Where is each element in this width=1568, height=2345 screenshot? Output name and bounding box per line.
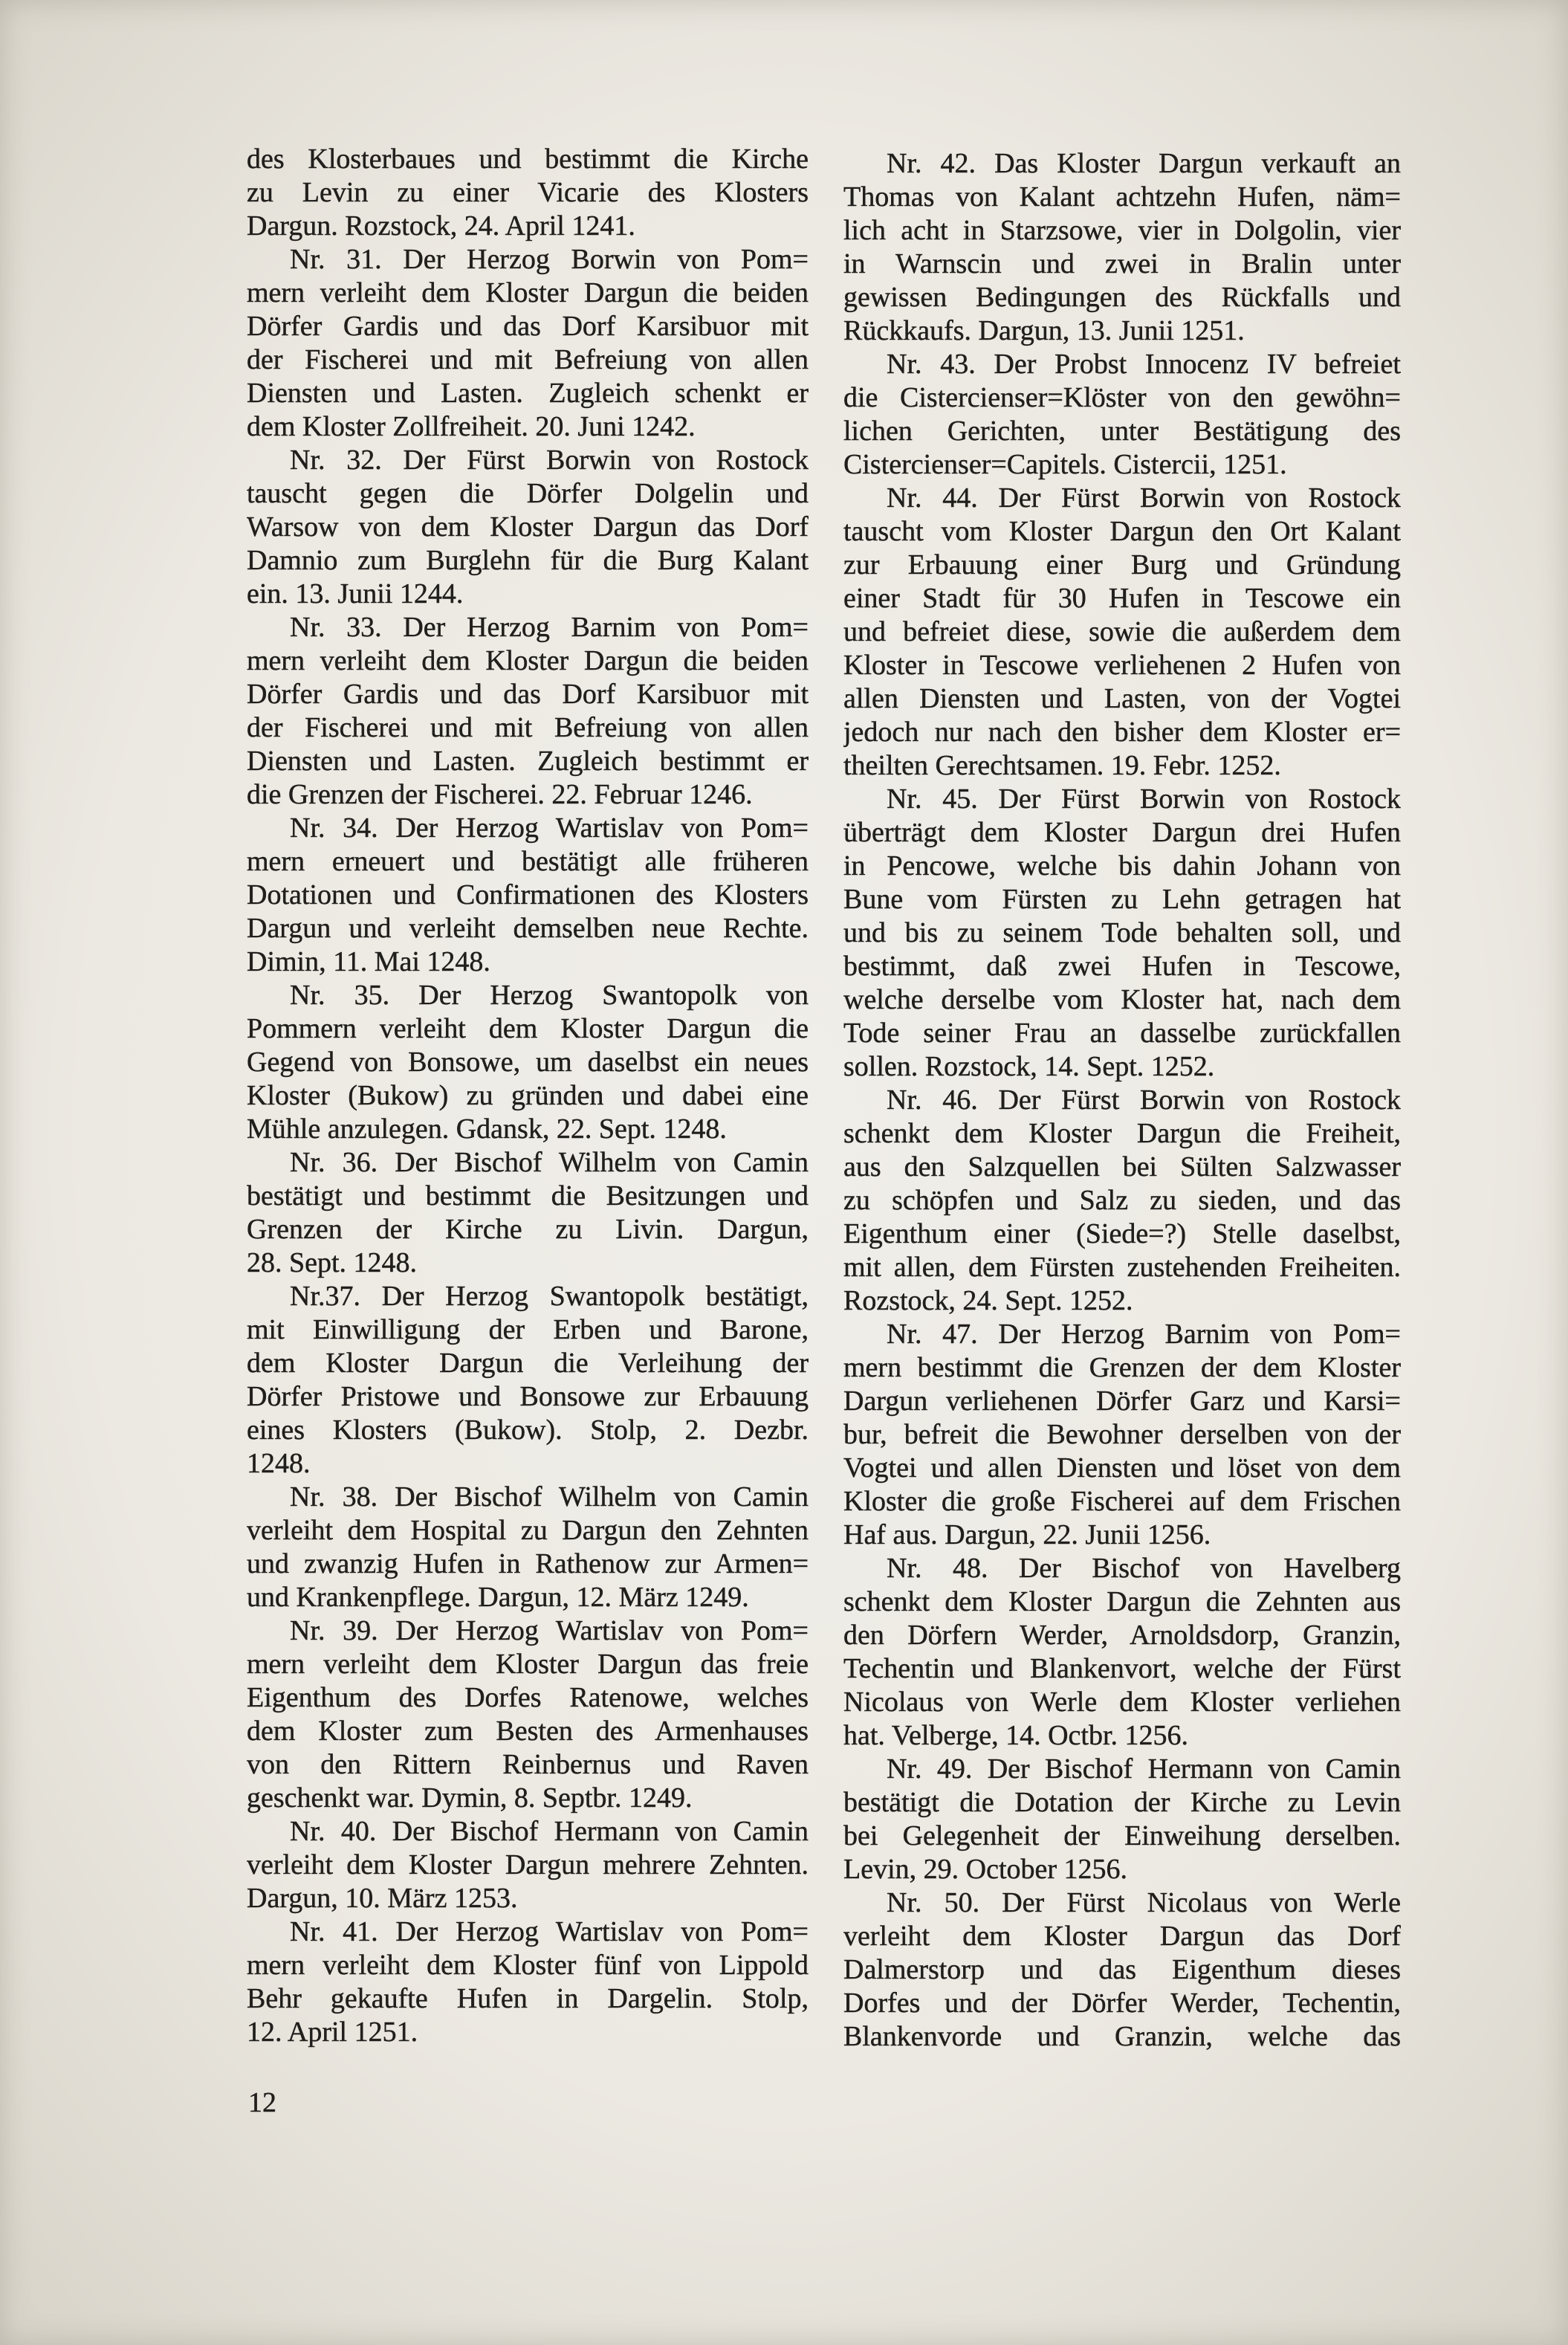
text-line: der Fischerei und mit Befreiung von allen [247,344,809,375]
right-column [843,147,1401,2054]
entry-paragraph [843,147,1401,348]
text-line: und bis zu seinem Tode behalten soll, und [843,917,1401,948]
text-line: dem Kloster zum Besten des Armenhauses [247,1715,809,1747]
text-line: dem Kloster Dargun die Verleihung der [247,1348,809,1379]
text-line: verleiht dem Hospital zu Dargun den Zehnten [247,1515,809,1546]
text-line: Nr. 39. Der Herzog Wartislav von Pom= [290,1615,809,1646]
text-line: mern bestimmt die Grenzen der dem Kloster [843,1352,1401,1383]
text-line: Dörfer Gardis und das Dorf Karsibuor mit [247,679,809,710]
text-line: gewissen Bedingungen des Rückfalls und [843,282,1401,313]
text-line: Nr. 31. Der Herzog Borwin von Pom= [290,244,809,275]
text-line: Mühle anzulegen. Gdansk, 22. Sept. 1248. [247,1113,727,1145]
entry-paragraph [843,348,1401,482]
text-line: Eigenthum des Dorfes Ratenowe, welches [247,1682,809,1713]
text-line: Blankenvorde und Granzin, welche das [843,2021,1401,2052]
text-line: Rozstock, 24. Sept. 1252. [843,1285,1133,1316]
entry-paragraph [247,1146,809,1280]
text-line: Nr. 49. Der Bischof Hermann von Camin [887,1753,1401,1785]
text-line: Cistercienser=Capitels. Cistercii, 1251. [843,449,1287,480]
text-line: Nr. 38. Der Bischof Wilhelm von Camin [290,1481,809,1513]
text-line: lichen Gerichten, unter Bestätigung des [843,415,1401,447]
entry-paragraph [247,979,809,1146]
text-line: mit Einwilligung der Erben und Barone, [247,1314,809,1345]
text-line: Dargun, 10. März 1253. [247,1883,518,1914]
text-line: bestätigt und bestimmt die Besitzungen und [247,1180,809,1212]
text-line: theilten Gerechtsamen. 19. Febr. 1252. [843,750,1281,781]
text-line: tauscht gegen die Dörfer Dolgelin und [247,478,809,509]
text-line: jedoch nur nach den bisher dem Kloster er= [843,717,1401,748]
entry-paragraph [247,1815,809,1915]
text-line: Tode seiner Frau an dasselbe zurückfallen [843,1018,1401,1049]
text-line: Nr. 43. Der Probst Innocenz IV befreiet [887,349,1401,380]
text-line: 12. April 1251. [247,2016,418,2048]
text-line: Nr. 41. Der Herzog Wartislav von Pom= [290,1916,809,1947]
text-line: aus den Salzquellen bei Sülten Salzwasser [843,1151,1401,1183]
text-line: in Pencowe, welche bis dahin Johann von [843,850,1401,882]
text-line: des Klosterbaues und bestimmt die Kirche [247,143,809,175]
text-line: Kloster in Tescowe verliehenen 2 Hufen von [843,650,1401,681]
text-line: die Grenzen der Fischerei. 22. Februar 1246. [247,779,753,810]
text-line: Nr. 32. Der Fürst Borwin von Rostock [290,444,809,476]
entry-paragraph [247,1915,809,2049]
text-line: Dargun. Rozstock, 24. April 1241. [247,210,635,242]
text-line: die Cistercienser=Klöster von den gewöhn= [843,382,1401,413]
text-line: Dotationen und Confirmationen des Klosters [247,879,809,910]
text-line: Damnio zum Burglehn für die Burg Kalant [247,545,809,576]
text-line: der Fischerei und mit Befreiung von allen [247,712,809,743]
text-line: mern verleiht dem Kloster Dargun das freie [247,1649,809,1680]
text-line: lich acht in Starzsowe, vier in Dolgolin, vier [843,215,1401,246]
text-line: eines Klosters (Bukow). Stolp, 2. Dezbr. [247,1414,809,1446]
text-line: dem Kloster Zollfreiheit. 20. Juni 1242. [247,411,696,442]
text-line: mern verleiht dem Kloster Dargun die beiden [247,277,809,308]
text-line: Eigenthum einer (Siede=?) Stelle daselbst, [843,1218,1401,1249]
text-line: Nr.37. Der Herzog Swantopolk bestätigt, [290,1281,809,1312]
text-line: Nr. 46. Der Fürst Borwin von Rostock [887,1084,1401,1116]
text-line: Dörfer Gardis und das Dorf Karsibuor mit [247,311,809,342]
text-line: Dimin, 11. Mai 1248. [247,946,490,977]
entry-paragraph [247,1280,809,1481]
text-line: Haf aus. Dargun, 22. Junii 1256. [843,1519,1211,1550]
text-line: 1248. [247,1448,311,1479]
text-line: Nr. 42. Das Kloster Dargun verkauft an [887,148,1401,179]
entry-paragraph [843,1552,1401,1753]
text-line: zu schöpfen und Salz zu sieden, und das [843,1185,1401,1216]
text-line: Dargun und verleiht demselben neue Rechte. [247,913,809,944]
text-line: mern verleiht dem Kloster Dargun die beiden [247,645,809,676]
continued-paragraph [247,143,809,243]
text-line: Nr. 40. Der Bischof Hermann von Camin [290,1816,809,1847]
text-line: Nr. 34. Der Herzog Wartislav von Pom= [290,812,809,844]
text-line: Nr. 47. Der Herzog Barnim von Pom= [887,1319,1401,1350]
text-line: einer Stadt für 30 Hufen in Tescowe ein [843,583,1401,614]
entry-paragraph [843,1084,1401,1318]
text-line: Diensten und Lasten. Zugleich schenkt er [247,378,809,409]
text-line: in Warnscin und zwei in Bralin unter [843,248,1401,279]
entry-paragraph [843,1753,1401,1886]
text-line: bei Gelegenheit der Einweihung derselben. [843,1820,1401,1851]
text-line: Warsow von dem Kloster Dargun das Dorf [247,511,809,543]
text-line: hat. Velberge, 14. Octbr. 1256. [843,1720,1189,1751]
left-column [247,143,809,2049]
text-line: verleiht dem Kloster Dargun das Dorf [843,1921,1401,1952]
text-line: Nr. 50. Der Fürst Nicolaus von Werle [887,1887,1401,1918]
text-line: sollen. Rozstock, 14. Sept. 1252. [843,1051,1215,1082]
text-line: Nicolaus von Werle dem Kloster verliehen [843,1686,1401,1718]
text-line: Behr gekaufte Hufen in Dargelin. Stolp, [247,1983,809,2014]
text-line: verleiht dem Kloster Dargun mehrere Zehnten. [247,1849,809,1880]
text-line: geschenkt war. Dymin, 8. Septbr. 1249. [247,1782,693,1814]
text-line: Nr. 45. Der Fürst Borwin von Rostock [887,783,1401,815]
text-line: Dorfes und der Dörfer Werder, Techentin, [843,1987,1401,2019]
text-line: zur Erbauung einer Burg und Gründung [843,549,1401,580]
text-line: den Dörfern Werder, Arnoldsdorp, Granzin, [843,1620,1401,1651]
text-line: Dörfer Pristowe und Bonsowe zur Erbauung [247,1381,809,1412]
text-line: und Krankenpflege. Dargun, 12. März 1249. [247,1582,749,1613]
text-line: schenkt dem Kloster Dargun die Zehnten aus [843,1586,1401,1617]
text-line: Kloster (Bukow) zu gründen und dabei eine [247,1080,809,1111]
entry-paragraph [843,1886,1401,2054]
entry-paragraph [843,482,1401,783]
text-line: Diensten und Lasten. Zugleich bestimmt er [247,745,809,777]
text-line: und zwanzig Hufen in Rathenow zur Armen= [247,1548,809,1579]
text-line: Kloster die große Fischerei auf dem Frischen [843,1486,1401,1517]
text-line: mern erneuert und bestätigt alle früheren [247,846,809,877]
text-line: ein. 13. Junii 1244. [247,578,464,609]
text-line: Nr. 48. Der Bischof von Havelberg [887,1553,1401,1584]
entry-paragraph [247,1614,809,1815]
text-line: welche derselbe vom Kloster hat, nach dem [843,984,1401,1015]
text-line: Gegend von Bonsowe, um daselbst ein neues [247,1047,809,1078]
text-line: Techentin und Blankenvort, welche der Fürst [843,1653,1401,1684]
entry-paragraph [247,444,809,611]
entry-paragraph [247,611,809,812]
text-line: bur, befreit die Bewohner derselben von der [843,1419,1401,1450]
text-line: und befreiet diese, sowie die außerdem dem [843,616,1401,647]
text-line: Grenzen der Kirche zu Livin. Dargun, [247,1214,809,1245]
text-line: Bune vom Fürsten zu Lehn getragen hat [843,884,1401,915]
text-line: überträgt dem Kloster Dargun drei Hufen [843,817,1401,848]
entry-paragraph [843,1318,1401,1552]
text-line: Nr. 35. Der Herzog Swantopolk von [290,980,809,1011]
entry-paragraph [247,243,809,444]
text-line: mit allen, dem Fürsten zustehenden Freiheiten. [843,1252,1401,1283]
text-line: 28. Sept. 1248. [247,1247,418,1278]
text-line: Levin, 29. October 1256. [843,1854,1128,1885]
text-line: Dargun verliehenen Dörfer Garz und Karsi= [843,1385,1401,1417]
text-line: schenkt dem Kloster Dargun die Freiheit, [843,1118,1401,1149]
text-line: Nr. 36. Der Bischof Wilhelm von Camin [290,1147,809,1178]
text-line: bestimmt, daß zwei Hufen in Tescowe, [843,951,1401,982]
text-line: bestätigt die Dotation der Kirche zu Levin [843,1787,1401,1818]
text-line: tauscht vom Kloster Dargun den Ort Kalant [843,516,1401,547]
text-line: Nr. 44. Der Fürst Borwin von Rostock [887,482,1401,514]
text-line: Rückkaufs. Dargun, 13. Junii 1251. [843,315,1245,346]
page-number: 12 [248,2087,276,2118]
text-line: Pommern verleiht dem Kloster Dargun die [247,1013,809,1044]
entry-paragraph [247,812,809,979]
text-line: Thomas von Kalant achtzehn Hufen, näm= [843,181,1401,213]
text-line: mern verleiht dem Kloster fünf von Lippold [247,1950,809,1981]
text-line: allen Diensten und Lasten, von der Vogtei [843,683,1401,714]
entry-paragraph [843,783,1401,1084]
text-line: Vogtei und allen Diensten und löset von dem [843,1452,1401,1484]
text-line: Nr. 33. Der Herzog Barnim von Pom= [290,612,809,643]
text-line: Dalmerstorp und das Eigenthum dieses [843,1954,1401,1985]
text-line: von den Rittern Reinbernus und Raven [247,1749,809,1780]
entry-paragraph [247,1481,809,1614]
text-line: zu Levin zu einer Vicarie des Klosters [247,177,809,208]
